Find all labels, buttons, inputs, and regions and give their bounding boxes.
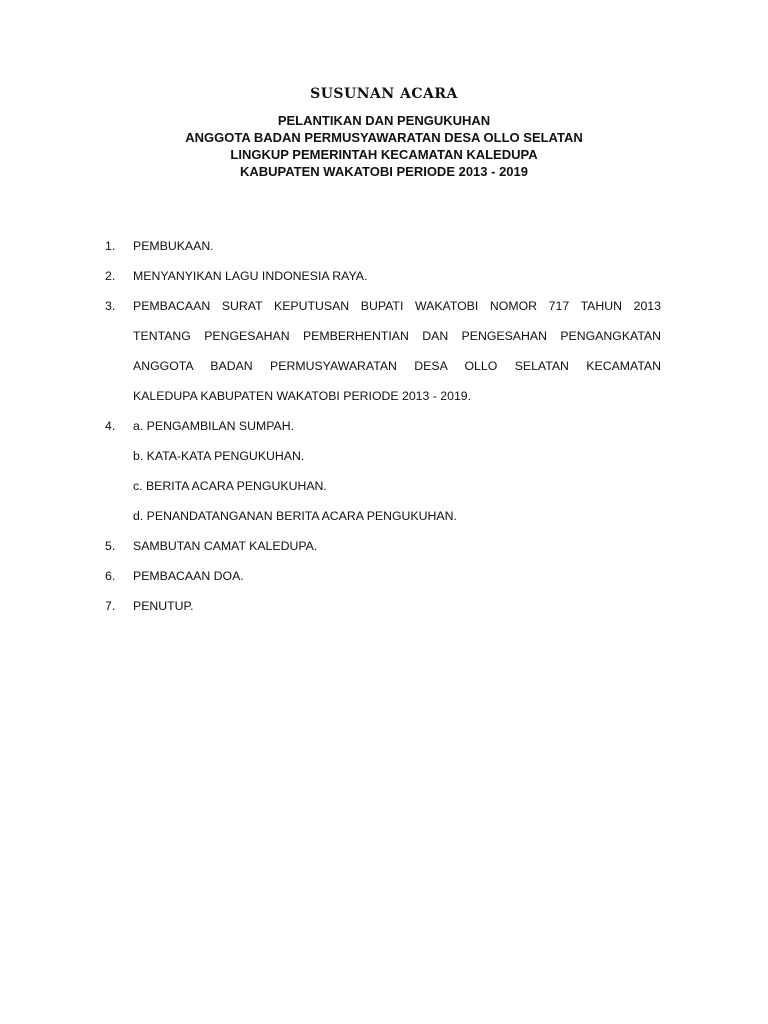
agenda-item-3 bbox=[105, 297, 661, 405]
agenda-text-line: PEMBACAAN SURAT KEPUTUSAN BUPATI WAKATOBI NOMOR 717 TAHUN 2013 bbox=[133, 299, 661, 313]
agenda-number: 3. bbox=[105, 299, 116, 313]
agenda-subitem: b. KATA-KATA PENGUKUHAN. bbox=[133, 449, 305, 463]
agenda-item-6 bbox=[105, 567, 661, 585]
heading-line: LINGKUP PEMERINTAH KECAMATAN KALEDUPA bbox=[230, 147, 538, 162]
agenda-item-7 bbox=[105, 597, 661, 615]
agenda-text-line: ANGGOTA BADAN PERMUSYAWARATAN DESA OLLO SELATAN KECAMATAN bbox=[133, 359, 661, 373]
agenda-number: 2. bbox=[105, 269, 116, 283]
agenda-text: MENYANYIKAN LAGU INDONESIA RAYA. bbox=[133, 269, 368, 283]
document-heading bbox=[0, 112, 768, 180]
agenda-number: 5. bbox=[105, 539, 116, 553]
agenda-number: 1. bbox=[105, 239, 116, 253]
agenda-text: SAMBUTAN CAMAT KALEDUPA. bbox=[133, 539, 318, 553]
agenda-text: PEMBACAAN DOA. bbox=[133, 569, 244, 583]
agenda-text-line: TENTANG PENGESAHAN PEMBERHENTIAN DAN PENGESAHAN PENGANGKATAN bbox=[133, 329, 661, 343]
agenda-item-1 bbox=[105, 237, 661, 255]
agenda-subitem: a. PENGAMBILAN SUMPAH. bbox=[133, 419, 295, 433]
agenda-text: PENUTUP. bbox=[133, 599, 194, 613]
agenda-text-line: KALEDUPA KABUPATEN WAKATOBI PERIODE 2013 - 2019. bbox=[133, 389, 472, 403]
heading-line: PELANTIKAN DAN PENGUKUHAN bbox=[277, 113, 491, 128]
agenda-item-2 bbox=[105, 267, 661, 285]
document-title: SUSUNAN ACARA bbox=[310, 86, 458, 102]
agenda-list bbox=[105, 237, 661, 627]
agenda-number: 6. bbox=[105, 569, 116, 583]
agenda-subitem: d. PENANDATANGANAN BERITA ACARA PENGUKUHAN. bbox=[133, 509, 457, 523]
agenda-item-5 bbox=[105, 537, 661, 555]
agenda-number: 7. bbox=[105, 599, 116, 613]
agenda-text: PEMBUKAAN. bbox=[133, 239, 214, 253]
agenda-subitem: c. BERITA ACARA PENGUKUHAN. bbox=[133, 479, 327, 493]
agenda-number: 4. bbox=[105, 419, 116, 433]
agenda-item-4 bbox=[105, 417, 661, 525]
heading-line: KABUPATEN WAKATOBI PERIODE 2013 - 2019 bbox=[240, 164, 528, 179]
heading-line: ANGGOTA BADAN PERMUSYAWARATAN DESA OLLO SELATAN bbox=[185, 130, 583, 145]
